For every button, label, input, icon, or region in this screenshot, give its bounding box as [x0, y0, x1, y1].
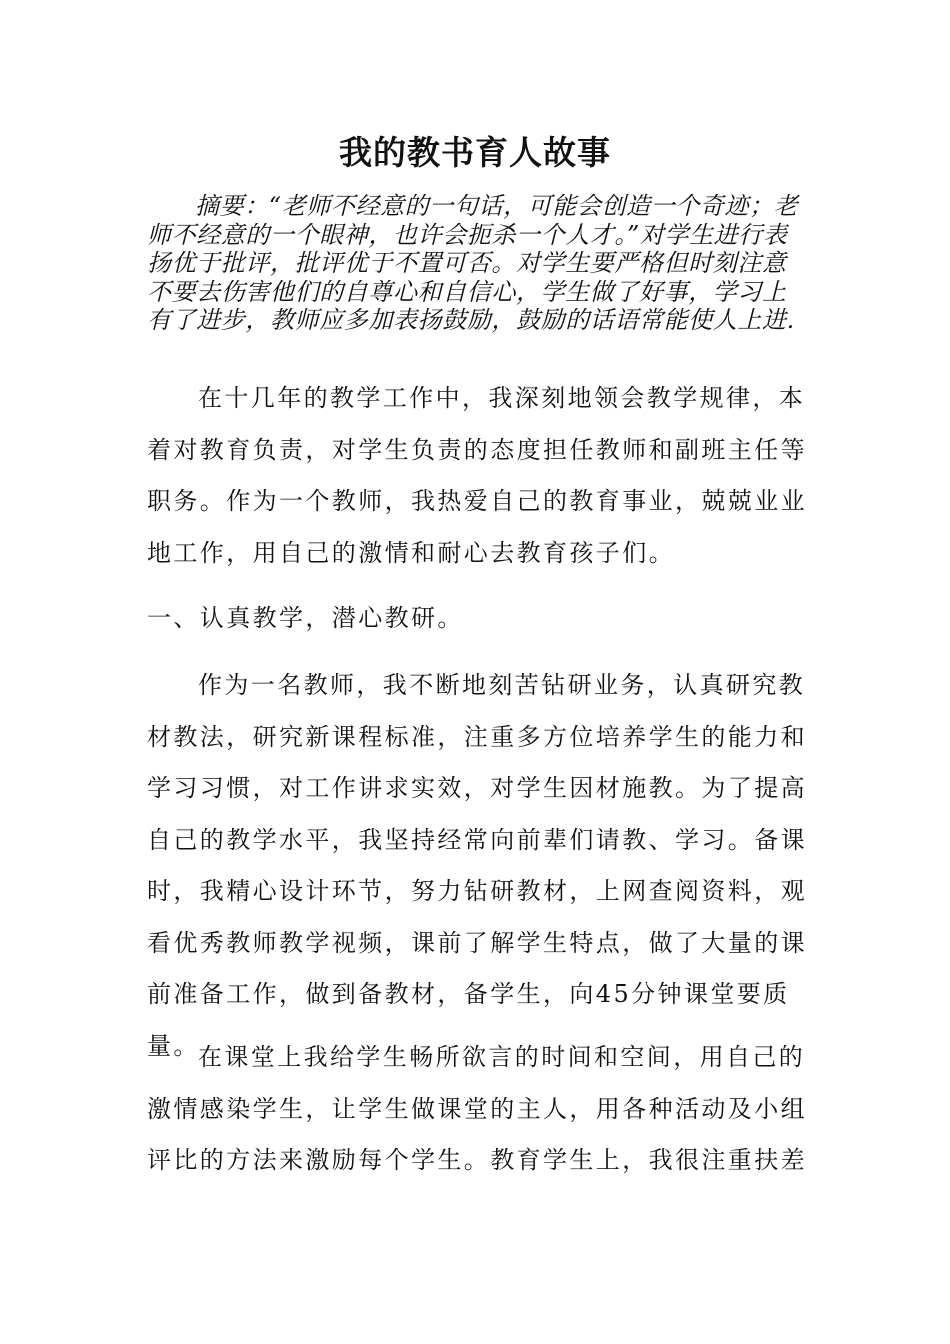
body-paragraph-intro: 在十几年的教学工作中，我深刻地领会教学规律，本着对教育负责，对学生负责的态度担任教师和副班主任等职务。作为一个教师，我热爱自己的教育事业，兢兢业业地工作，用自己的激情和耐心去教育孩子们。	[147, 384, 807, 567]
document-title: 我的教书育人故事	[339, 133, 611, 172]
abstract-paragraph: 摘要：“老师不经意的一句话，可能会创造一个奇迹；老师不经意的一个眼神，也许会扼杀一个人才。”对学生进行表扬优于批评，批评优于不置可否。对学生要严格但时刻注意不要去伤害他们的自尊心和自信心，学生做了好事，学习上有了进步，教师应多加表扬鼓励，鼓励的话语常能使人上进.	[147, 192, 799, 335]
section-heading: 一、认真教学，潜心教研。	[147, 604, 464, 632]
body-paragraph-teaching: 作为一名教师，我不断地刻苦钻研业务，认真研究教材教法，研究新课程标准，注重多方位培养学生的能力和学习习惯，对工作讲求实效，对学生因材施教。为了提高自己的教学水平，我坚持经常向前辈们请教、学习。备课时，我精心设计环节，努力钻研教材，上网查阅资料，观看优秀教师教学视频，课前了解学生特点，做了大量的课前准备工作，做到备教材，备学生，向45分钟课堂要质量。	[147, 671, 807, 1060]
body-paragraph-classroom: 在课堂上我给学生畅所欲言的时间和空间，用自己的激情感染学生，让学生做课堂的主人，用各种活动及小组评比的方法来激励每个学生。教育学生上，我很注重扶差	[147, 1043, 807, 1174]
